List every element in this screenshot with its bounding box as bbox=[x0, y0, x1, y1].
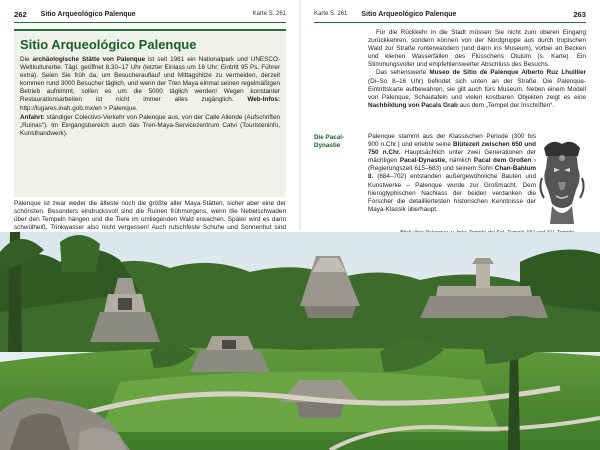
right-map-ref: Karte S. 261 bbox=[314, 11, 348, 17]
left-map-ref: Karte S. 261 bbox=[252, 11, 286, 17]
left-header-rule bbox=[14, 22, 286, 23]
right-para-museum: Das sehenswerte Museo de Sitio de Palenque Alberto Ruz Lhuillier (Di–So 8–16 Uhr) befindet sich unten an der Straße. Die Palenque-Eintrittskarte aufbewahren, sie gilt auch fürs Museum. Neben einem Modell von Palenque, Schautafeln und vielen kostbaren Objekten zeigt es eine Nachbildung von Pacals Grab aus dem „Tempel der Inschriften“. bbox=[368, 69, 586, 109]
right-running-title: Sitio Arqueológico Palenque bbox=[361, 10, 457, 18]
info-box-heading: Sitio Arqueológico Palenque bbox=[20, 37, 197, 52]
book-gutter bbox=[299, 0, 301, 230]
margin-note-pacal: Die Pacal-Dynastie bbox=[314, 134, 345, 149]
info-box-para-hours: Die archäologische Stätte von Palenque ist seit 1981 ein Nationalpark und UNESCO-Weltkulturerbe. Tägl. geöffnet 8.30–17 Uhr (letzter Einlass um 16 Uhr, Eintritt 95 Ps, Führer extra). Seien Sie früh da, um Besucherauflauf und Mittagshitze zu vermeiden, derzeit kommen rund 3000 Besucher täglich, und wenn der Tren Maya einmal seinen regelmäßigen Betrieb aufnimmt, sollen es um die 5000 täglich werden! Wegen konstanter Restaurationsarbeiten ist nicht immer alles zugänglich. Web-Infos: http://lugares.inah.gob.mx/en > Palenque. bbox=[20, 56, 280, 112]
palenque-ruins-photo bbox=[0, 232, 600, 450]
info-box-para-arrival: Anfahrt: ständiger Colectivo-Verkehr von Palenque aus, von der Calle Allende (Aufschriften „Ruinas“). Im Eingangsbereich auch das Tren-Maya-Servicezentrum Catvi (Touristeninfo, Kunsthandwerk). bbox=[20, 113, 280, 137]
maya-mask-illustration bbox=[538, 138, 586, 226]
right-page-number: 263 bbox=[573, 9, 586, 19]
right-body-text bbox=[368, 29, 586, 110]
left-running-title: Sitio Arqueológico Palenque bbox=[40, 10, 136, 18]
left-running-head bbox=[14, 8, 286, 20]
right-para-pacal: Palenque stammt aus der Klassischen Periode (300 bis 900 n.Chr.) und erlebte seine Blütezeit zwischen 650 und 750 n.Chr. Hauptsächlich unter zwei Generationen der mächtigen Pacal-Dynastie, nämlich Pacal dem Großen › (Regierungszeit 615–683) und seinem Sohn Chan-Bahlum II. (684–702) entstanden außergewöhnliche Bauten und Kunstwerke – Palenque wurde zur Großmacht. Dem hieroglyphischen Nachlass der beiden verdanken die Forscher die detailliertesten historischen Kenntnisse der Maya-Klassik überhaupt. bbox=[368, 133, 537, 213]
right-running-head bbox=[314, 8, 586, 20]
info-box bbox=[14, 29, 286, 197]
left-page-number: 262 bbox=[14, 9, 27, 19]
right-para-return: Für die Rückkehr in die Stadt müssen Sie nicht zum oberen Eingang zurückkehren, sondern können von der Nordgruppe aus durch tropischen Wald zur Straße runterwandern (und dann ins Museum), vorbei an Becken und kleinen Wasserfällen des Flüsschens Otulúm (s. Karte). Ein Stimmungsvoller und empfehlenswerter Abschluss des Besuchs. bbox=[368, 29, 586, 69]
right-header-rule bbox=[314, 22, 586, 23]
left-body-text: Palenque ist zwar weder die älteste noch die größte aller Maya-Stätten, sicher aber eine der schönsten. Besonders eindrucksvoll sind die Ruinen frühmorgens, wenn die Nebelschwaden über den Tempeln hängen und die Tiere im umliegenden Wald erwachen. Später wird es dann schwülheiß, Trinkwasser also nicht vergessen! Auch rutschfeste Schuhe und Sonnenhut sind bbox=[14, 200, 286, 232]
